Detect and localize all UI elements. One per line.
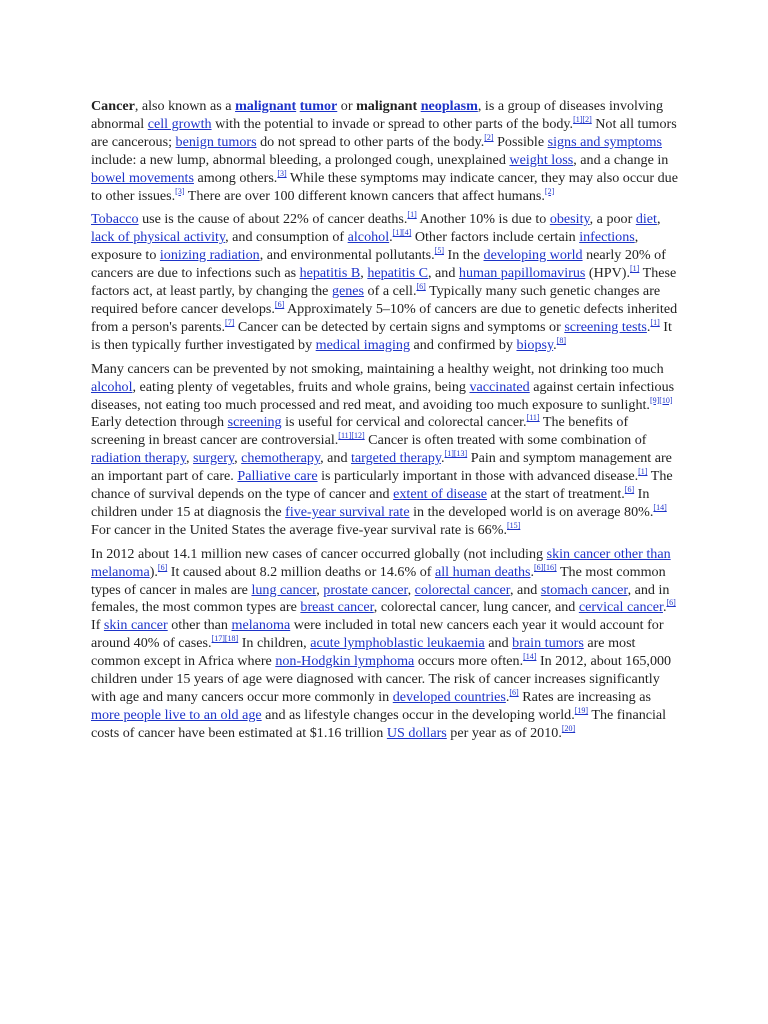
text-run: It is then typically further investigated by (91, 318, 672, 353)
citation-link[interactable]: [20] (561, 723, 576, 733)
citation-link[interactable]: [14] (523, 652, 537, 662)
bold-term: Cancer (91, 98, 135, 114)
link-extent-of-disease[interactable]: extent of disease (393, 486, 488, 503)
text-run: , and (428, 265, 459, 282)
link-hepatitis-b[interactable]: hepatitis B (299, 265, 361, 282)
citation-link[interactable]: [17][18] (211, 634, 239, 644)
text-run: Typically many such genetic changes are required before cancer develops. (91, 283, 661, 317)
text-run: per year as of 2010. (446, 724, 562, 741)
citation-link[interactable]: [1][4] (392, 228, 412, 238)
text-run: Another 10% is due to (416, 211, 550, 228)
link-palliative-care[interactable]: Palliative care (237, 468, 318, 485)
text-run: . (389, 229, 393, 246)
citation-link[interactable]: [6] (274, 299, 285, 309)
text-run: In children, (238, 635, 311, 652)
text-run: , and consumption of (225, 229, 348, 246)
citation-link[interactable]: [2] (484, 132, 494, 142)
link-surgery[interactable]: surgery (193, 450, 235, 467)
citation-link[interactable]: [2] (582, 114, 592, 124)
text-run: The financial costs of cancer have been estimated at $1.16 trillion (91, 706, 667, 741)
text-run: , (360, 265, 368, 282)
text-run: In the (444, 247, 484, 264)
text-run: other than (167, 617, 232, 634)
text-run: Possible (493, 133, 548, 150)
link-targeted-therapy[interactable]: targeted therapy (351, 450, 442, 467)
citation-link[interactable]: [15] (507, 520, 521, 530)
article-body (91, 98, 679, 749)
paragraph-2 (91, 211, 679, 354)
text-run: and confirmed by (410, 336, 517, 353)
text-run: In 2012, about 165,000 children under 15 years of age were diagnosed with cancer. The risk of cancer increases significantly with age and many cancers occur more commonly in (91, 653, 672, 705)
text-run: The most common types of cancer in males are (91, 563, 666, 598)
link-medical-imaging[interactable]: medical imaging (315, 336, 410, 353)
text-run: . (553, 336, 557, 353)
link-neoplasm[interactable]: neoplasm (420, 98, 478, 114)
text-run: The benefits of screening in breast cancer are controversial. (91, 414, 629, 449)
link-radiation-therapy[interactable]: radiation therapy (91, 450, 186, 467)
text-run: . (530, 563, 535, 580)
text-run: use is the cause of about 22% of cancer deaths. (138, 211, 408, 228)
citation-link[interactable]: [1] (630, 264, 640, 274)
text-run: . (441, 450, 445, 467)
citation-link[interactable]: [1][13] (444, 449, 468, 459)
link-acute-lymphoblastic-leukaemia[interactable]: acute lymphoblastic leukaemia (310, 635, 485, 652)
bold-term: malignant (356, 98, 418, 114)
text-run: include: a new lump, abnormal bleeding, a prolonged cough, unexplained (91, 151, 510, 168)
text-run: , also known as a (134, 98, 236, 114)
text-run: It caused about 8.2 million deaths or 14.6% of (167, 563, 435, 580)
link-lung-cancer[interactable]: lung cancer (251, 581, 317, 598)
citation-link[interactable]: [2] (544, 186, 555, 196)
text-run: . (646, 318, 651, 335)
link-brain-tumors[interactable]: brain tumors (512, 635, 584, 652)
text-run: . (505, 689, 510, 705)
text-run: is particularly important in those with advanced disease. (317, 468, 639, 485)
link-diet[interactable]: diet (635, 211, 657, 228)
link-genes[interactable]: genes (331, 283, 365, 300)
text-run: of a cell. (364, 283, 417, 300)
link-human-papillomavirus[interactable]: human papillomavirus (458, 265, 586, 282)
text-run: , (656, 211, 661, 228)
link-screening[interactable]: screening (227, 414, 282, 431)
citation-link[interactable]: [3] (175, 186, 185, 196)
text-run: Other factors include certain (411, 229, 580, 246)
text-run: Early detection through (91, 414, 228, 431)
text-run: For cancer in the United States the average five-year survival rate is 66%. (91, 521, 507, 538)
text-run: , and (509, 581, 541, 598)
link-screening-tests[interactable]: screening tests (564, 318, 647, 335)
link-skin-cancer-other-than-melanoma[interactable]: skin cancer other than melanoma (91, 545, 671, 580)
text-run: The chance of survival depends on the type of cancer and (91, 468, 673, 503)
text-run: among others. (193, 169, 278, 186)
citation-link[interactable]: [14] (653, 502, 667, 512)
link-infections[interactable]: infections (579, 229, 635, 246)
text-run: There are over 100 different known cancers that affect humans. (184, 187, 545, 204)
citation-link[interactable]: [19] (574, 705, 589, 715)
link-breast-cancer[interactable]: breast cancer (300, 599, 374, 616)
link-developed-countries[interactable]: developed countries (392, 689, 506, 705)
text-run: at the start of treatment. (487, 486, 625, 503)
link-developing-world[interactable]: developing world (483, 247, 583, 264)
text-run: Pain and symptom management are an important part of care. (91, 450, 672, 485)
text-run: These factors act, at least partly, by changing the (91, 265, 677, 300)
link-biopsy[interactable]: biopsy (516, 336, 554, 353)
paragraph-3 (91, 361, 679, 540)
citation-link[interactable]: [5] (434, 246, 444, 256)
text-run: , eating plenty of vegetables, fruits and whole grains, being (132, 378, 470, 395)
link-five-year-survival-rate[interactable]: five-year survival rate (285, 503, 410, 520)
text-run: , colorectal cancer, lung cancer, and (373, 599, 579, 616)
citation-link[interactable]: [6] (157, 562, 168, 572)
link-alcohol[interactable]: alcohol (347, 229, 390, 246)
citation-link[interactable]: [1] (650, 317, 660, 327)
citation-link[interactable]: [1] (407, 210, 417, 220)
citation-link[interactable]: [3] (277, 168, 287, 178)
citation-link[interactable]: [8] (556, 335, 567, 345)
citation-link[interactable]: [11] (526, 413, 540, 423)
text-run: , a poor (589, 211, 636, 228)
text-run: , (234, 450, 242, 467)
link-vaccinated[interactable]: vaccinated (469, 378, 530, 395)
link-prostate-cancer[interactable]: prostate cancer (323, 581, 408, 598)
text-run: If (91, 617, 104, 634)
link-benign-tumors[interactable]: benign tumors (175, 133, 257, 150)
text-run: . (662, 599, 667, 616)
text-run: Approximately 5–10% of cancers are due to genetic defects inherited from a person's parents. (91, 300, 678, 335)
text-run: and (484, 635, 513, 652)
text-run: Many cancers can be prevented by not smoking, maintaining a healthy weight, not drinking too much (91, 360, 664, 377)
text-run: with the potential to invade or spread to other parts of the body. (211, 115, 574, 132)
text-run: , (316, 581, 324, 598)
citation-link[interactable]: [6] (666, 598, 676, 608)
citation-link[interactable]: [9][10] (649, 395, 673, 405)
citation-link[interactable]: [1] (573, 114, 583, 124)
text-run: against certain infectious diseases, not eating too much processed and red meat, and avoiding too much exposure to sunlight. (91, 378, 675, 413)
text-run: is useful for cervical and colorectal cancer. (281, 414, 527, 431)
link-more-people-live-to-an-old-age[interactable]: more people live to an old age (91, 706, 262, 723)
link-chemotherapy[interactable]: chemotherapy (241, 450, 321, 467)
link-obesity[interactable]: obesity (549, 211, 590, 228)
text-run: , exposure to (91, 229, 639, 264)
text-run: or (337, 98, 357, 114)
text-run: and as lifestyle changes occur in the developing world. (261, 706, 575, 723)
link-hepatitis-c[interactable]: hepatitis C (367, 265, 428, 282)
link-cervical-cancer[interactable]: cervical cancer (578, 599, 663, 616)
text-run: nearly 20% of cancers are due to infections such as (91, 247, 666, 282)
text-run: , (185, 450, 194, 467)
link-all-human-deaths[interactable]: all human deaths (434, 563, 531, 580)
citation-link[interactable]: [6] (624, 485, 635, 495)
link-ionizing-radiation[interactable]: ionizing radiation (159, 247, 260, 264)
link-tumor[interactable]: tumor (299, 98, 338, 114)
link-tobacco[interactable]: Tobacco (91, 211, 139, 228)
paragraph-4 (91, 546, 679, 743)
citation-link[interactable]: [6] (416, 282, 426, 292)
link-non-hodgkin-lymphoma[interactable]: non-Hodgkin lymphoma (275, 653, 415, 670)
text-run: In 2012 about 14.1 million new cases of cancer occurred globally (not including (91, 545, 547, 562)
text-run: Cancer is often treated with some combination of (364, 432, 647, 449)
citation-link[interactable]: [6] (509, 688, 519, 697)
text-run: , (407, 581, 415, 598)
text-run: In children under 15 at diagnosis the (91, 486, 650, 520)
link-weight-loss[interactable]: weight loss (509, 151, 574, 168)
text-run: do not spread to other parts of the body. (256, 133, 485, 150)
text-run: were included in total new cancers each year it would account for around 40% of cases. (91, 617, 664, 652)
citation-link[interactable]: [11][12] (338, 431, 365, 441)
citation-link[interactable]: [1] (638, 467, 648, 477)
text-run: ). (149, 563, 158, 580)
link-malignant[interactable]: malignant (235, 98, 297, 114)
text-run: (HPV). (585, 265, 630, 282)
text-run: , and (320, 450, 352, 467)
text-run: While these symptoms may indicate cancer, they may also occur due to other issues. (91, 169, 678, 204)
text-run: in the developed world is on average 80%. (409, 503, 654, 520)
link-bowel-movements[interactable]: bowel movements (91, 169, 194, 186)
citation-link[interactable]: [6][16] (534, 562, 557, 572)
text-run: occurs more often. (414, 653, 524, 670)
link-cell-growth[interactable]: cell growth (147, 115, 212, 132)
text-run: Cancer can be detected by certain signs and symptoms or (234, 318, 565, 335)
link-lack-of-physical-activity[interactable]: lack of physical activity (91, 229, 226, 246)
text-run: , and in females, the most common types are (91, 581, 670, 616)
link-signs-and-symptoms[interactable]: signs and symptoms (547, 133, 662, 150)
link-us-dollars[interactable]: US dollars (386, 724, 447, 741)
text-run: , and environmental pollutants. (259, 247, 435, 264)
link-melanoma[interactable]: melanoma (231, 617, 291, 634)
link-stomach-cancer[interactable]: stomach cancer (540, 581, 628, 598)
citation-link[interactable]: [7] (225, 317, 235, 327)
text-run: are most common except in Africa where (91, 635, 636, 670)
text-run: Not all tumors are cancerous; (91, 115, 677, 150)
link-skin-cancer[interactable]: skin cancer (103, 617, 168, 634)
link-colorectal-cancer[interactable]: colorectal cancer (414, 581, 510, 598)
text-run: , is a group of diseases involving abnormal (91, 98, 664, 132)
text-run: , and a change in (573, 151, 669, 168)
link-alcohol[interactable]: alcohol (91, 378, 133, 395)
paragraph-1 (91, 98, 679, 205)
text-run: Rates are increasing as (518, 689, 651, 705)
